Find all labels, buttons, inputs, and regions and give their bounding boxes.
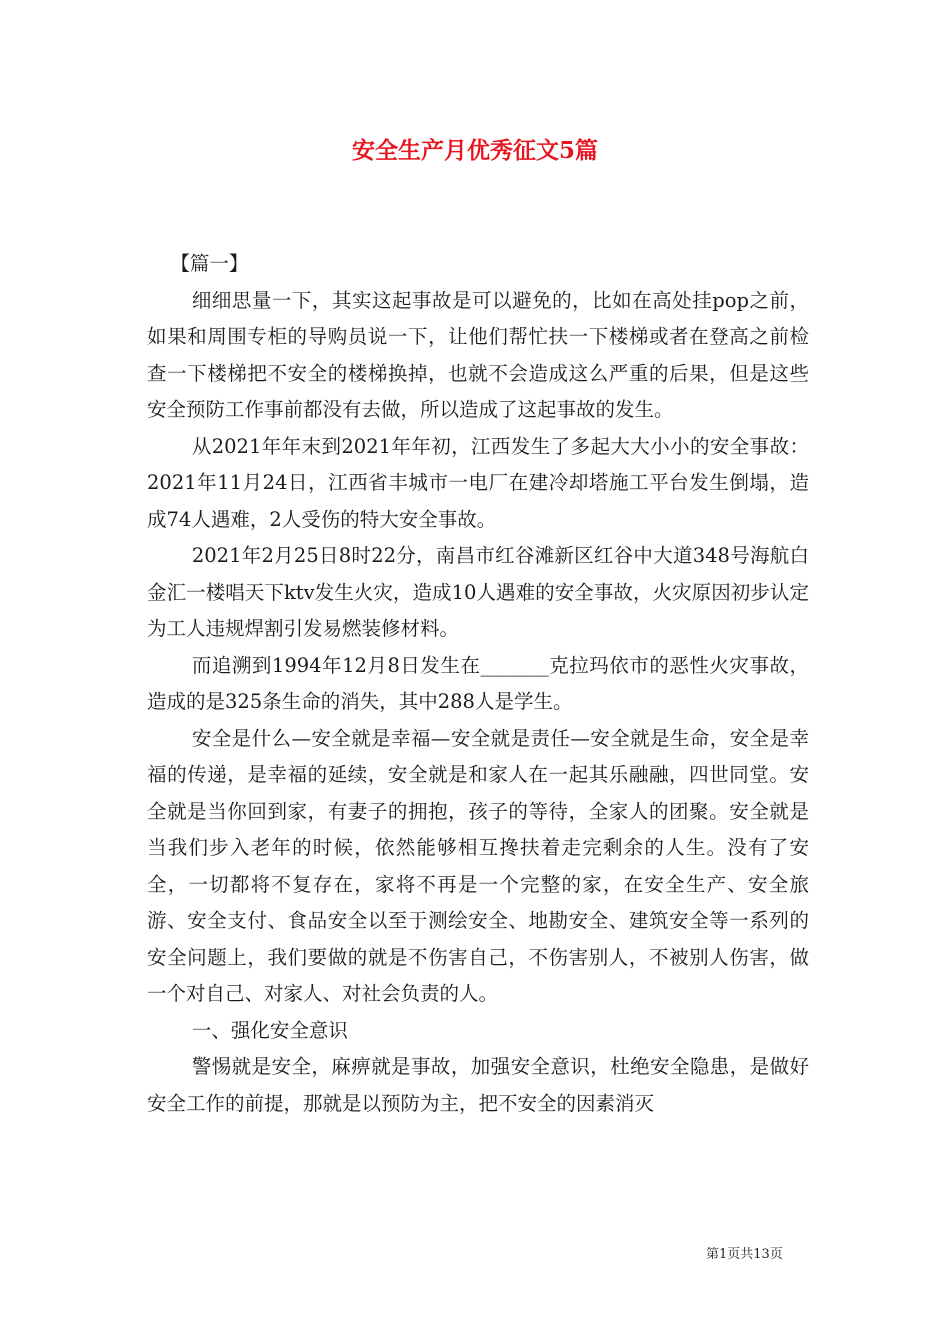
- paragraph: 而追溯到1994年12月8日发生在_______克拉玛依市的恶性火灾事故，造成的是325条生命的消失，其中288人是学生。: [147, 653, 809, 713]
- paragraph: 2021年2月25日8时22分，南昌市红谷滩新区红谷中大道348号海航白金汇一楼唱天下ktv发生火灾，造成10人遇难的安全事故，火灾原因初步认定为工人违规焊割引发易燃装修材料。: [147, 544, 809, 640]
- document-title: 安全生产月优秀征文5篇: [351, 137, 598, 164]
- document-body: [147, 246, 809, 1122]
- section-heading: 【篇一】: [170, 252, 249, 275]
- paragraph: 安全是什么—安全就是幸福—安全就是责任—安全就是生命，安全是幸福的传递，是幸福的延续，安全就是和家人在一起其乐融融，四世同堂。安全就是当你回到家，有妻子的拥抱，孩子的等待，全家人的团聚。安全就是当我们步入老年的时候，依然能够相互搀扶着走完剩余的人生。没有了安全，一切都将不复存在，家将不再是一个完整的家，在安全生产、安全旅游、安全支付、食品安全以至于测绘安全、地勘安全、建筑安全等一系列的安全问题上，我们要做的就是不伤害自己，不伤害别人，不被别人伤害，做一个对自己、对家人、对社会负责的人。: [147, 726, 809, 1005]
- page-number-footer: 第1页共13页: [706, 1247, 783, 1262]
- paragraph: 细细思量一下，其实这起事故是可以避免的，比如在高处挂pop之前，如果和周围专柜的导购员说一下，让他们帮忙扶一下楼梯或者在登高之前检查一下楼梯把不安全的楼梯换掉，也就不会造成这么严重的后果，但是这些安全预防工作事前都没有去做，所以造成了这起事故的发生。: [147, 288, 809, 421]
- paragraph: 警惕就是安全，麻痹就是事故，加强安全意识，杜绝安全隐患，是做好安全工作的前提，那就是以预防为主，把不安全的因素消灭: [147, 1055, 809, 1115]
- section-heading: 一、强化安全意识: [191, 1018, 348, 1042]
- paragraph: 从2021年年末到2021年年初，江西发生了多起大大小小的安全事故：2021年11月24日，江西省丰城市一电厂在建冷却塔施工平台发生倒塌，造成74人遇难，2人受伤的特大安全事故。: [147, 434, 809, 531]
